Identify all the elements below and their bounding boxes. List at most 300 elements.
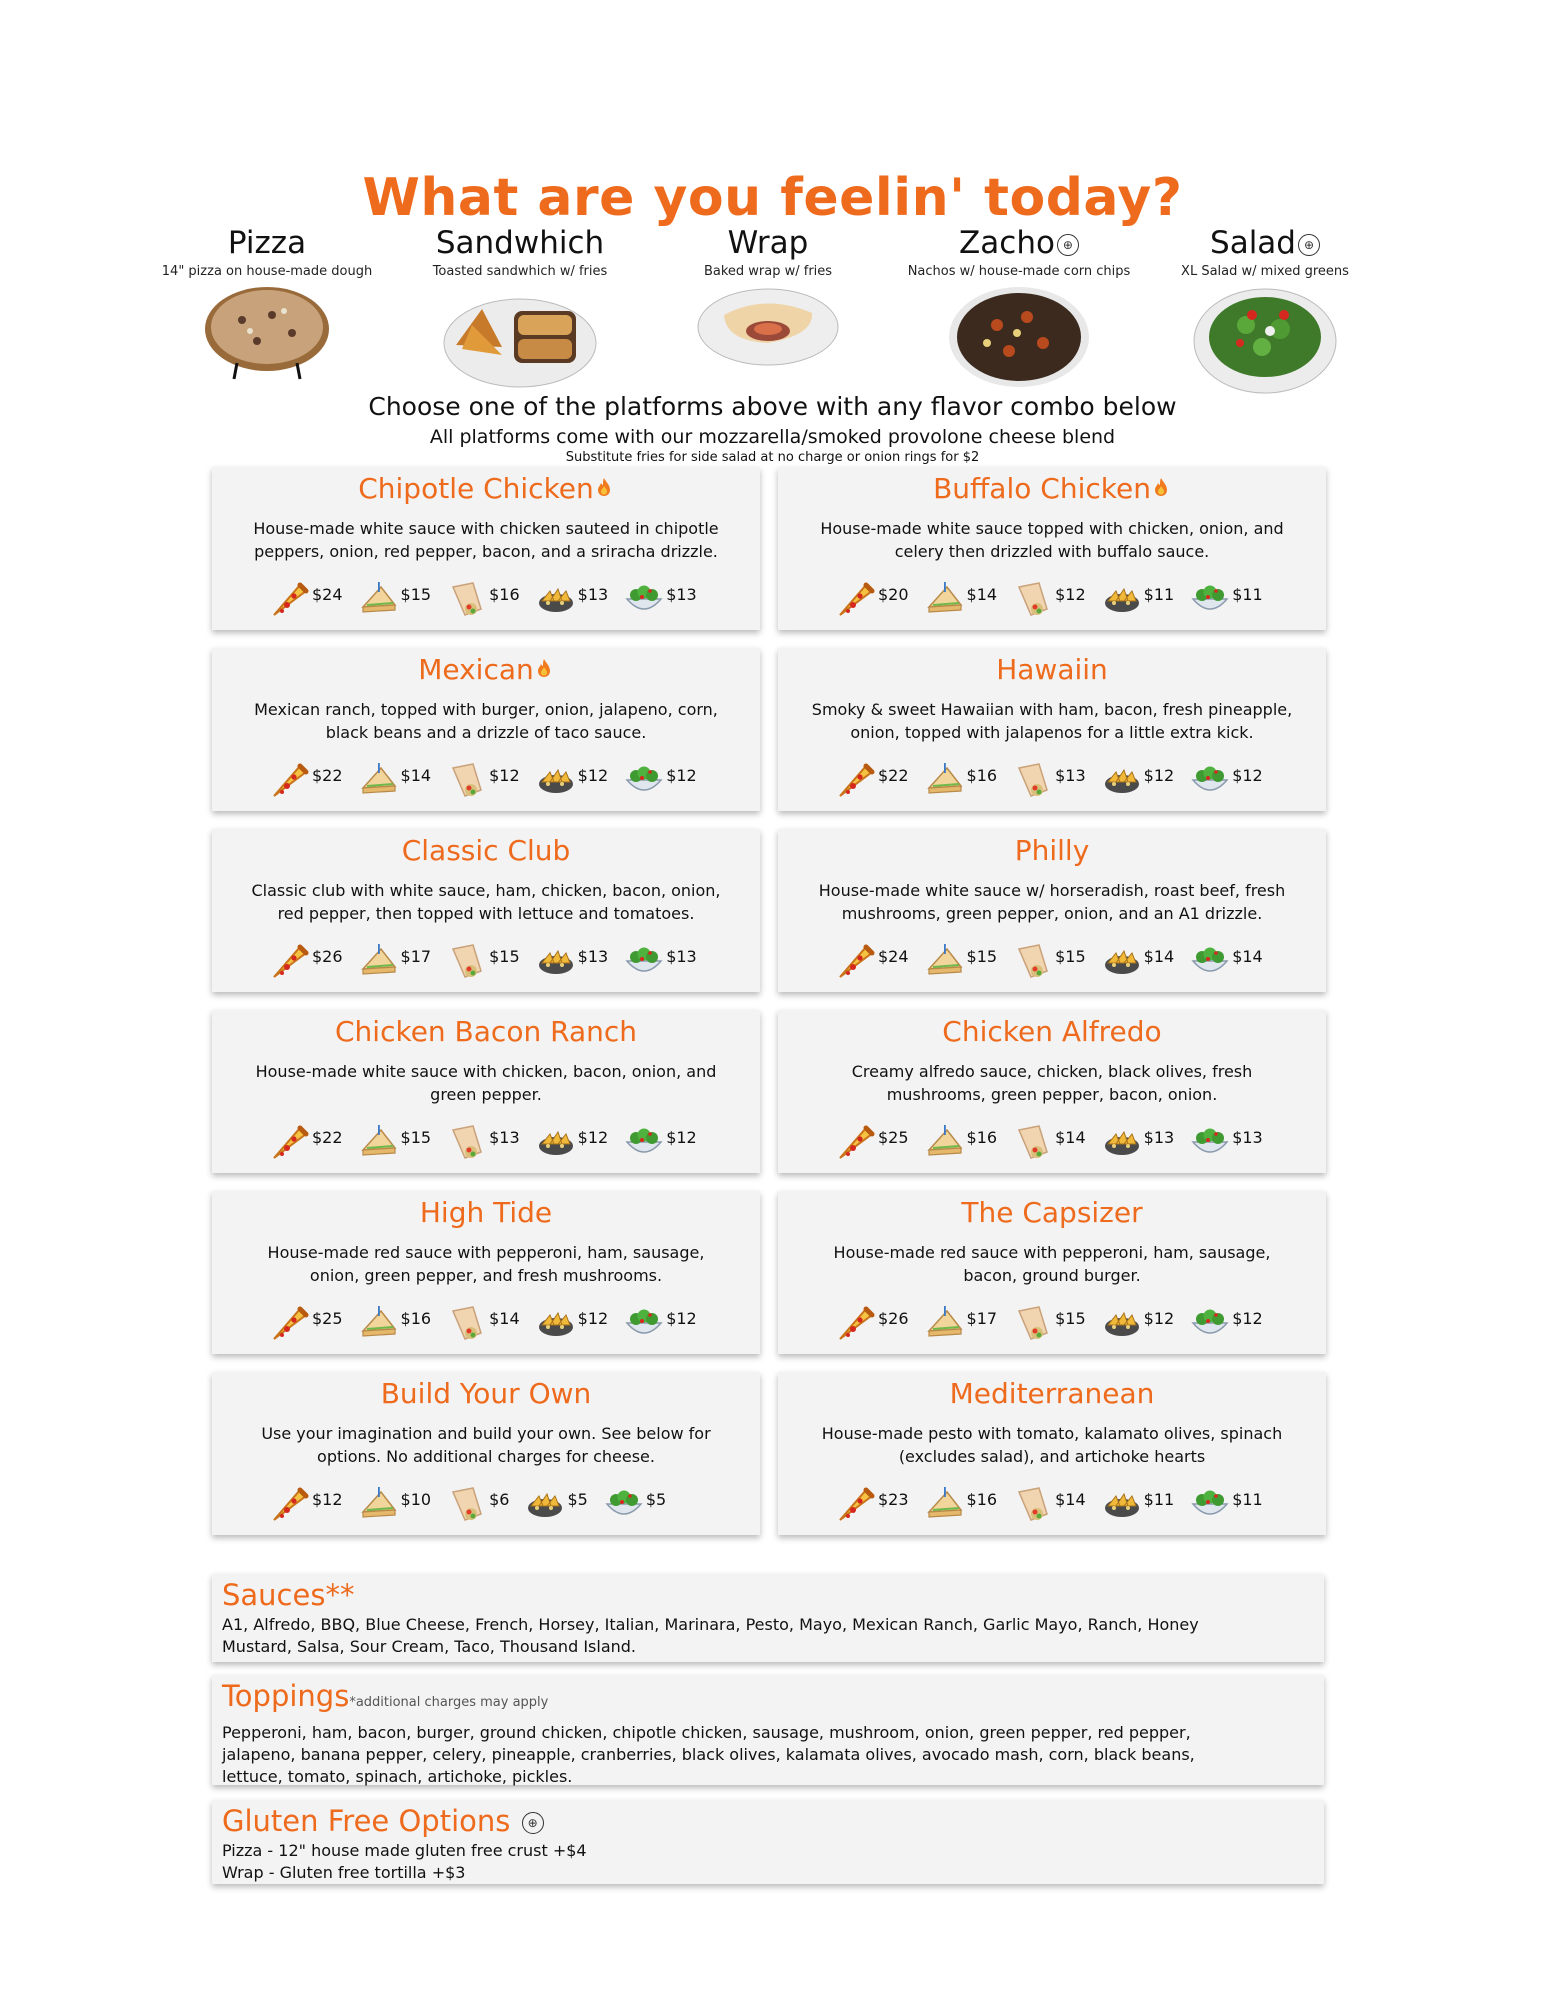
combo-description-line: options. No additional charges for cheese. xyxy=(317,1447,655,1466)
combo-description xyxy=(226,1241,746,1289)
gluten-free-icon: ⊕ xyxy=(1298,234,1320,256)
platform-desc: Baked wrap w/ fries xyxy=(703,264,833,279)
combo-description xyxy=(792,1422,1312,1470)
fire-icon xyxy=(594,476,614,498)
price-item xyxy=(1013,760,1086,800)
platform-name xyxy=(894,226,1144,260)
platform-name: Sandwhich xyxy=(435,225,605,261)
combo-card xyxy=(212,1191,760,1354)
combo-prices xyxy=(270,579,713,619)
combo-description xyxy=(792,698,1312,746)
price-item xyxy=(624,1303,697,1343)
price-value: $15 xyxy=(400,584,432,604)
combo-card xyxy=(778,467,1326,630)
price-item xyxy=(536,1303,609,1343)
nachos-icon xyxy=(1102,579,1142,619)
salad-icon xyxy=(604,1484,644,1524)
price-item xyxy=(536,941,609,981)
combo-name-text: Buffalo Chicken xyxy=(933,472,1151,505)
price-item xyxy=(1190,1484,1263,1524)
price-item xyxy=(536,760,609,800)
combo-description-line: celery then drizzled with buffalo sauce. xyxy=(894,542,1210,561)
combo-name-text: Mediterranean xyxy=(949,1377,1155,1410)
sandwich-icon xyxy=(925,941,965,981)
combo-description-line: Use your imagination and build your own. See below for xyxy=(261,1424,711,1443)
price-value: $16 xyxy=(966,765,998,785)
price-item xyxy=(925,1484,998,1524)
price-value: $24 xyxy=(878,946,909,966)
combo-card xyxy=(778,648,1326,811)
combo-description xyxy=(792,517,1312,565)
combo-description xyxy=(226,1060,746,1108)
pizza-icon xyxy=(270,1484,310,1524)
combo-description-line: bacon, ground burger. xyxy=(963,1266,1141,1285)
price-item xyxy=(270,579,343,619)
gluten-free-icon: ⊕ xyxy=(522,1812,544,1834)
price-value: $13 xyxy=(1143,1127,1175,1147)
gluten-free-line: Pizza - 12" house made gluten free crust +$4 xyxy=(222,1841,587,1860)
salad-icon xyxy=(1190,1484,1230,1524)
price-value: $16 xyxy=(489,584,520,604)
combo-prices xyxy=(270,1303,713,1343)
sandwich-icon xyxy=(359,1122,399,1162)
price-item xyxy=(447,1303,520,1343)
price-item xyxy=(525,1484,587,1524)
price-item xyxy=(836,579,909,619)
combo-description xyxy=(226,517,746,565)
sandwich-icon xyxy=(359,941,399,981)
platform-name: Pizza xyxy=(227,225,307,261)
combo-name xyxy=(212,1376,760,1412)
price-value: $14 xyxy=(400,765,432,785)
price-value: $15 xyxy=(400,1127,432,1147)
price-value: $13 xyxy=(1232,1127,1263,1147)
price-item xyxy=(447,760,520,800)
combo-name-text: Chicken Bacon Ranch xyxy=(335,1015,637,1048)
pizza-icon xyxy=(836,1303,876,1343)
combo-name xyxy=(778,1376,1326,1412)
price-item xyxy=(836,760,909,800)
price-item xyxy=(925,579,998,619)
price-value: $12 xyxy=(1055,584,1086,604)
price-item xyxy=(836,1303,909,1343)
price-value: $5 xyxy=(645,1489,667,1509)
platform-desc: Toasted sandwhich w/ fries xyxy=(432,264,608,279)
price-value: $26 xyxy=(312,946,343,966)
price-item xyxy=(925,1303,998,1343)
price-value: $17 xyxy=(400,946,432,966)
price-item xyxy=(1190,579,1263,619)
combo-description-line: House-made white sauce with chicken, bacon, onion, and xyxy=(255,1062,717,1081)
combo-name xyxy=(778,1195,1326,1231)
page-title: What are you feelin' today? xyxy=(362,168,1183,228)
salad-icon xyxy=(1190,1303,1230,1343)
sandwich-icon xyxy=(359,1303,399,1343)
salad-icon xyxy=(624,579,664,619)
combo-name-text: High Tide xyxy=(419,1196,553,1229)
combo-description-line: Classic club with white sauce, ham, chicken, bacon, onion, xyxy=(251,881,721,900)
platform-pizza xyxy=(142,226,392,385)
gluten-free-icon: ⊕ xyxy=(1057,234,1079,256)
price-value: $14 xyxy=(1143,946,1175,966)
platform-name-text: Salad xyxy=(1210,225,1296,261)
price-value: $6 xyxy=(489,1489,510,1509)
wrap-icon xyxy=(1013,1484,1053,1524)
combo-description-line: House-made white sauce topped with chicken, onion, and xyxy=(820,519,1284,538)
fire-icon xyxy=(1151,476,1171,498)
platform-name: Wrap xyxy=(727,225,809,261)
price-item xyxy=(359,760,432,800)
combo-card xyxy=(212,1372,760,1535)
platform-name-text: Zacho xyxy=(959,225,1055,261)
price-value: $16 xyxy=(966,1127,998,1147)
wrap-icon xyxy=(1013,1303,1053,1343)
price-item xyxy=(1102,760,1175,800)
price-item xyxy=(359,1484,432,1524)
wrap-icon xyxy=(447,1122,487,1162)
price-value: $22 xyxy=(878,765,909,785)
combo-card xyxy=(778,1372,1326,1535)
platform-salad xyxy=(1140,226,1390,395)
price-value: $26 xyxy=(878,1308,909,1328)
price-item xyxy=(1102,941,1175,981)
pizza-icon xyxy=(836,941,876,981)
pizza-icon xyxy=(270,760,310,800)
platform-wrap xyxy=(643,226,893,367)
price-value: $13 xyxy=(577,584,609,604)
price-item xyxy=(270,1484,343,1524)
price-item xyxy=(447,1122,520,1162)
price-value: $14 xyxy=(966,584,998,604)
toppings-header xyxy=(222,1679,1324,1720)
salad-icon xyxy=(1190,941,1230,981)
combo-description xyxy=(792,879,1312,927)
combo-description-line: House-made red sauce with pepperoni, ham, sausage, xyxy=(833,1243,1271,1262)
price-value: $12 xyxy=(1232,765,1263,785)
sauces-line: Mustard, Salsa, Sour Cream, Taco, Thousand Island. xyxy=(222,1637,636,1656)
price-value: $17 xyxy=(966,1308,998,1328)
combo-description-line: onion, topped with jalapenos for a little extra kick. xyxy=(850,723,1254,742)
combo-prices xyxy=(836,1484,1279,1524)
sauces-title: Sauces** xyxy=(222,1578,355,1612)
combo-description-line: onion, green pepper, and fresh mushrooms. xyxy=(309,1266,663,1285)
combo-card xyxy=(778,829,1326,992)
price-item xyxy=(1102,1122,1175,1162)
combo-card xyxy=(212,467,760,630)
price-item xyxy=(447,579,520,619)
sauces-section xyxy=(212,1574,1324,1662)
price-item xyxy=(1190,1303,1263,1343)
combo-description-line: green pepper. xyxy=(430,1085,542,1104)
platform-desc: Nachos w/ house-made corn chips xyxy=(907,264,1131,279)
sandwich-icon xyxy=(925,1122,965,1162)
price-value: $12 xyxy=(577,1308,609,1328)
pizza-icon xyxy=(836,1122,876,1162)
price-value: $12 xyxy=(489,765,520,785)
price-value: $12 xyxy=(666,1127,697,1147)
gluten-free-header xyxy=(222,1804,1324,1838)
combo-card xyxy=(212,1010,760,1173)
price-value: $20 xyxy=(878,584,909,604)
price-value: $13 xyxy=(489,1127,520,1147)
price-item xyxy=(1013,941,1086,981)
instruction-choose: Choose one of the platforms above with any flavor combo below xyxy=(368,392,1177,421)
price-value: $12 xyxy=(577,1127,609,1147)
price-item xyxy=(447,941,520,981)
combo-description-line: red pepper, then topped with lettuce and tomatoes. xyxy=(277,904,695,923)
sandwich-icon xyxy=(359,579,399,619)
price-value: $15 xyxy=(1055,1308,1086,1328)
wrap-icon xyxy=(447,941,487,981)
salad-icon xyxy=(624,1303,664,1343)
price-value: $13 xyxy=(666,946,697,966)
instruction-blend: All platforms come with our mozzarella/smoked provolone cheese blend xyxy=(429,426,1116,448)
combo-prices xyxy=(836,579,1279,619)
sauces-line: A1, Alfredo, BBQ, Blue Cheese, French, Horsey, Italian, Marinara, Pesto, Mayo, Mexican Ranch, Garlic Mayo, Ranch, Honey xyxy=(222,1615,1199,1634)
price-item xyxy=(1013,1303,1086,1343)
price-item xyxy=(536,1122,609,1162)
price-value: $15 xyxy=(489,946,520,966)
combo-name-text: Chipotle Chicken xyxy=(358,472,594,505)
pizza-icon xyxy=(836,579,876,619)
pizza-icon xyxy=(270,1122,310,1162)
price-value: $16 xyxy=(966,1489,998,1509)
pizza-icon xyxy=(836,760,876,800)
toppings-note: *additional charges may apply xyxy=(349,1695,549,1710)
price-value: $11 xyxy=(1232,1489,1263,1509)
combo-name xyxy=(778,471,1326,507)
combo-name xyxy=(212,1195,760,1231)
price-value: $12 xyxy=(312,1489,343,1509)
sandwich-icon xyxy=(359,1484,399,1524)
combo-card xyxy=(212,829,760,992)
price-value: $25 xyxy=(312,1308,343,1328)
toppings-title: Toppings xyxy=(222,1679,350,1713)
price-value: $15 xyxy=(966,946,998,966)
price-item xyxy=(270,1122,343,1162)
combo-name-text: Chicken Alfredo xyxy=(942,1015,1162,1048)
price-item xyxy=(624,1122,697,1162)
combo-prices xyxy=(270,941,713,981)
combo-prices xyxy=(836,1303,1279,1343)
combo-name-text: Philly xyxy=(1014,834,1090,867)
price-value: $12 xyxy=(1143,765,1175,785)
combo-name xyxy=(212,833,760,869)
combo-name xyxy=(778,652,1326,688)
wrap-icon xyxy=(447,1303,487,1343)
combo-name-text: The Capsizer xyxy=(961,1196,1143,1229)
combo-description xyxy=(226,698,746,746)
combo-name-text: Hawaiin xyxy=(996,653,1108,686)
combo-description xyxy=(792,1241,1312,1289)
combo-description-line: Mexican ranch, topped with burger, onion, jalapeno, corn, xyxy=(254,700,718,719)
price-value: $12 xyxy=(666,765,697,785)
price-value: $22 xyxy=(312,1127,343,1147)
fire-icon xyxy=(534,657,554,679)
price-item xyxy=(1190,941,1263,981)
price-value: $12 xyxy=(1143,1308,1175,1328)
price-item xyxy=(359,1303,432,1343)
instruction-substitute: Substitute fries for side salad at no charge or onion rings for $2 xyxy=(565,450,980,465)
price-value: $14 xyxy=(489,1308,520,1328)
toppings-list xyxy=(222,1722,1314,1788)
platform-name xyxy=(1140,226,1390,260)
combo-card xyxy=(212,648,760,811)
price-value: $16 xyxy=(400,1308,432,1328)
pizza-photo xyxy=(202,285,332,385)
nachos-icon xyxy=(525,1484,565,1524)
gluten-free-line: Wrap - Gluten free tortilla +$3 xyxy=(222,1863,466,1882)
salad-photo xyxy=(1192,285,1338,395)
sandwich-photo xyxy=(442,285,598,389)
price-item xyxy=(359,579,432,619)
combo-name xyxy=(778,833,1326,869)
combo-description xyxy=(226,1422,746,1470)
price-item xyxy=(624,941,697,981)
price-value: $12 xyxy=(577,765,609,785)
platform-desc: 14" pizza on house-made dough xyxy=(161,264,373,279)
price-value: $11 xyxy=(1232,584,1263,604)
nachos-icon xyxy=(1102,1122,1142,1162)
gluten-free-section xyxy=(212,1800,1324,1884)
price-item xyxy=(1013,579,1086,619)
combo-name xyxy=(212,652,760,688)
salad-icon xyxy=(1190,579,1230,619)
combo-description-line: mushrooms, green pepper, onion, and an A1 drizzle. xyxy=(841,904,1263,923)
price-item xyxy=(1013,1122,1086,1162)
price-value: $22 xyxy=(312,765,343,785)
price-item xyxy=(1190,760,1263,800)
price-item xyxy=(925,760,998,800)
combo-prices xyxy=(270,1484,682,1524)
price-value: $10 xyxy=(400,1489,432,1509)
price-value: $14 xyxy=(1055,1127,1086,1147)
price-value: $24 xyxy=(312,584,343,604)
price-item xyxy=(270,760,343,800)
combo-description-line: peppers, onion, red pepper, bacon, and a sriracha drizzle. xyxy=(254,542,718,561)
salad-icon xyxy=(624,941,664,981)
toppings-line: jalapeno, banana pepper, celery, pineapple, cranberries, black olives, kalamata olives, avocado mash, corn, black beans, xyxy=(222,1745,1195,1764)
gluten-free-list xyxy=(222,1840,1314,1884)
nachos-icon xyxy=(1102,1303,1142,1343)
pizza-icon xyxy=(270,941,310,981)
combo-description-line: Creamy alfredo sauce, chicken, black olives, fresh xyxy=(851,1062,1253,1081)
combo-description xyxy=(226,879,746,927)
gluten-free-title: Gluten Free Options xyxy=(222,1804,511,1838)
nachos-photo xyxy=(947,285,1091,389)
combo-card xyxy=(778,1010,1326,1173)
toppings-line: lettuce, tomato, spinach, artichoke, pickles. xyxy=(222,1767,573,1786)
sandwich-icon xyxy=(925,1484,965,1524)
price-value: $11 xyxy=(1143,584,1175,604)
combo-description xyxy=(792,1060,1312,1108)
combo-name xyxy=(212,1014,760,1050)
toppings-line: Pepperoni, ham, bacon, burger, ground chicken, chipotle chicken, sausage, mushroom, onion, green pepper, red pepper, xyxy=(222,1723,1191,1742)
nachos-icon xyxy=(536,1122,576,1162)
price-value: $13 xyxy=(1055,765,1086,785)
combo-description-line: House-made white sauce with chicken sauteed in chipotle xyxy=(253,519,719,538)
nachos-icon xyxy=(536,579,576,619)
combo-card xyxy=(778,1191,1326,1354)
nachos-icon xyxy=(536,760,576,800)
combo-prices xyxy=(836,1122,1279,1162)
combo-prices xyxy=(270,760,713,800)
wrap-photo xyxy=(696,285,840,367)
toppings-section xyxy=(212,1675,1324,1785)
price-value: $23 xyxy=(878,1489,909,1509)
price-item xyxy=(359,1122,432,1162)
nachos-icon xyxy=(1102,760,1142,800)
price-item xyxy=(624,579,697,619)
platform-desc: XL Salad w/ mixed greens xyxy=(1181,264,1349,279)
salad-icon xyxy=(1190,760,1230,800)
price-item xyxy=(1102,1484,1175,1524)
combo-description-line: mushrooms, green pepper, bacon, onion. xyxy=(886,1085,1218,1104)
combo-description-line: House-made red sauce with pepperoni, ham, sausage, xyxy=(267,1243,705,1262)
sandwich-icon xyxy=(925,1303,965,1343)
wrap-icon xyxy=(1013,1122,1053,1162)
price-item xyxy=(925,941,998,981)
wrap-icon xyxy=(447,760,487,800)
combo-description-line: House-made white sauce w/ horseradish, roast beef, fresh xyxy=(818,881,1286,900)
price-value: $5 xyxy=(567,1489,588,1509)
price-item xyxy=(1102,579,1175,619)
platform-zacho xyxy=(894,226,1144,389)
sandwich-icon xyxy=(925,760,965,800)
combo-name-text: Classic Club xyxy=(401,834,571,867)
combo-name xyxy=(778,1014,1326,1050)
wrap-icon xyxy=(1013,760,1053,800)
price-item xyxy=(447,1484,509,1524)
price-item xyxy=(359,941,432,981)
price-item xyxy=(925,1122,998,1162)
combo-description-line: House-made pesto with tomato, kalamato olives, spinach xyxy=(821,1424,1283,1443)
price-value: $25 xyxy=(878,1127,909,1147)
combo-prices xyxy=(270,1122,713,1162)
salad-icon xyxy=(624,1122,664,1162)
price-value: $14 xyxy=(1232,946,1263,966)
sandwich-icon xyxy=(359,760,399,800)
price-item xyxy=(270,941,343,981)
price-item xyxy=(604,1484,666,1524)
wrap-icon xyxy=(447,1484,487,1524)
price-value: $13 xyxy=(577,946,609,966)
price-item xyxy=(624,760,697,800)
price-item xyxy=(836,1484,909,1524)
sandwich-icon xyxy=(925,579,965,619)
price-item xyxy=(536,579,609,619)
combo-description-line: Smoky & sweet Hawaiian with ham, bacon, fresh pineapple, xyxy=(811,700,1293,719)
salad-icon xyxy=(1190,1122,1230,1162)
sauces-list xyxy=(222,1614,1314,1658)
price-item xyxy=(1102,1303,1175,1343)
combo-name-text: Build Your Own xyxy=(380,1377,592,1410)
price-value: $15 xyxy=(1055,946,1086,966)
platform-sandwhich xyxy=(395,226,645,389)
combo-prices xyxy=(836,760,1279,800)
combo-description-line: black beans and a drizzle of taco sauce. xyxy=(325,723,647,742)
price-value: $11 xyxy=(1143,1489,1175,1509)
wrap-icon xyxy=(1013,941,1053,981)
price-value: $12 xyxy=(666,1308,697,1328)
price-value: $13 xyxy=(666,584,697,604)
pizza-icon xyxy=(836,1484,876,1524)
nachos-icon xyxy=(1102,1484,1142,1524)
pizza-icon xyxy=(270,579,310,619)
nachos-icon xyxy=(536,941,576,981)
nachos-icon xyxy=(536,1303,576,1343)
pizza-icon xyxy=(270,1303,310,1343)
